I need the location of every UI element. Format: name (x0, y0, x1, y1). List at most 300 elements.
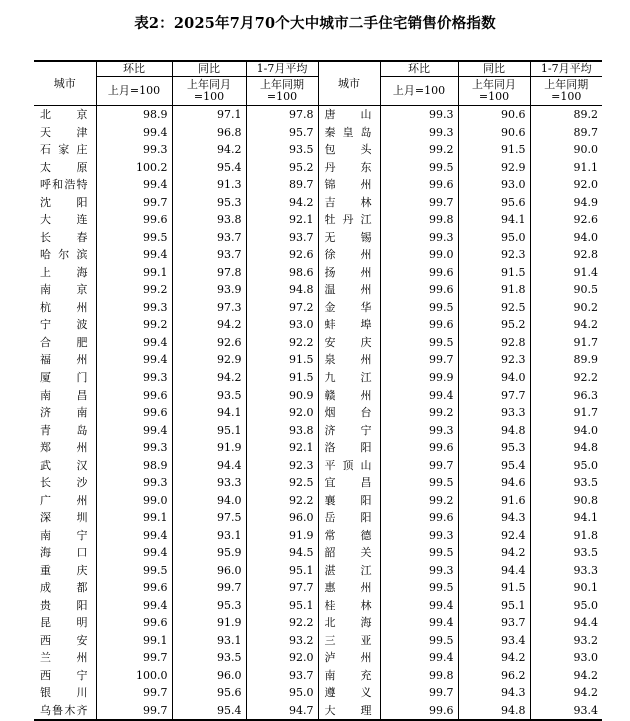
city-name-right: 洛阳 (318, 439, 380, 457)
avg-value-right: 94.8 (530, 439, 602, 457)
city-name-left: 西安 (40, 633, 88, 647)
avg-value-left: 92.2 (246, 614, 318, 632)
avg-value-left: 97.8 (246, 106, 318, 124)
yoy-value-right: 96.2 (458, 667, 530, 685)
yoy-value-left: 95.9 (172, 544, 246, 562)
yoy-value-left: 92.6 (172, 334, 246, 352)
avg-value-left: 91.9 (246, 526, 318, 544)
avg-value-left: 94.8 (246, 281, 318, 299)
mom-value-left: 99.1 (96, 631, 172, 649)
city-name-left: 深圳 (40, 511, 88, 525)
city-name-right: 岳阳 (318, 509, 380, 527)
mom-value-left: 99.1 (96, 264, 172, 282)
table-row (34, 176, 602, 194)
table-row (34, 124, 602, 142)
city-name-right: 无锡 (318, 229, 380, 247)
mom-value-left: 99.6 (96, 386, 172, 404)
yoy-value-right: 91.6 (458, 491, 530, 509)
city-name-left: 贵阳 (40, 598, 88, 612)
city-name-right: 泉州 (318, 351, 380, 369)
city-name-right: 襄阳 (318, 491, 380, 509)
city-name-right: 扬州 (318, 264, 380, 282)
mom-value-right: 99.4 (380, 614, 458, 632)
avg-value-left: 94.2 (246, 194, 318, 212)
mom-value-left: 99.4 (96, 124, 172, 142)
yoy-value-right: 93.3 (458, 404, 530, 422)
avg-value-right: 92.6 (530, 211, 602, 229)
avg-value-right: 93.0 (530, 649, 602, 667)
table-row (34, 526, 602, 544)
table-row (34, 561, 602, 579)
avg-value-left: 92.1 (246, 211, 318, 229)
mom-value-right: 99.6 (380, 281, 458, 299)
city-name-right: 蚌埠 (318, 316, 380, 334)
city-name-right: 大理 (318, 702, 380, 721)
mom-value-right: 99.3 (380, 561, 458, 579)
yoy-value-right: 94.3 (458, 684, 530, 702)
yoy-value-right: 95.3 (458, 439, 530, 457)
mom-value-left: 99.4 (96, 544, 172, 562)
mom-value-left: 99.0 (96, 491, 172, 509)
avg-header-left: 1-7月平均 (246, 61, 318, 77)
yoy-value-right: 92.4 (458, 526, 530, 544)
avg-value-right: 94.4 (530, 614, 602, 632)
yoy-value-right: 94.0 (458, 369, 530, 387)
mom-value-left: 99.7 (96, 684, 172, 702)
yoy-value-left: 96.0 (172, 561, 246, 579)
city-name-right: 北海 (318, 614, 380, 632)
mom-value-right: 99.5 (380, 159, 458, 177)
avg-value-left: 98.6 (246, 264, 318, 282)
avg-value-right: 92.2 (530, 369, 602, 387)
mom-value-right: 99.5 (380, 579, 458, 597)
yoy-value-left: 95.3 (172, 194, 246, 212)
mom-value-right: 99.7 (380, 194, 458, 212)
yoy-value-left: 93.7 (172, 246, 246, 264)
avg-value-left: 94.7 (246, 702, 318, 721)
avg-value-right: 95.0 (530, 456, 602, 474)
table-row (34, 631, 602, 649)
city-name-right: 安庆 (318, 334, 380, 352)
avg-value-left: 92.2 (246, 334, 318, 352)
mom-value-left: 99.6 (96, 404, 172, 422)
avg-value-right: 94.0 (530, 421, 602, 439)
yoy-value-right: 92.5 (458, 299, 530, 317)
avg-base-right: 上年同期=100 (530, 77, 602, 106)
avg-value-left: 95.1 (246, 561, 318, 579)
avg-value-right: 94.1 (530, 509, 602, 527)
city-name-right: 三亚 (318, 631, 380, 649)
avg-value-left: 93.5 (246, 141, 318, 159)
yoy-value-left: 93.1 (172, 631, 246, 649)
city-name-left: 杭州 (40, 300, 88, 314)
mom-value-left: 99.4 (96, 526, 172, 544)
yoy-value-left: 96.0 (172, 667, 246, 685)
mom-value-right: 99.6 (380, 439, 458, 457)
mom-value-left: 99.4 (96, 176, 172, 194)
yoy-value-right: 94.8 (458, 421, 530, 439)
city-name-right: 吉林 (318, 194, 380, 212)
table-row (34, 386, 602, 404)
avg-value-left: 95.7 (246, 124, 318, 142)
mom-value-right: 99.9 (380, 369, 458, 387)
yoy-value-left: 91.9 (172, 614, 246, 632)
mom-value-right: 99.3 (380, 526, 458, 544)
yoy-value-right: 95.6 (458, 194, 530, 212)
avg-value-left: 93.0 (246, 316, 318, 334)
mom-value-right: 99.3 (380, 229, 458, 247)
mom-value-left: 99.2 (96, 281, 172, 299)
avg-value-left: 92.1 (246, 439, 318, 457)
table-row (34, 614, 602, 632)
mom-value-left: 99.3 (96, 141, 172, 159)
city-name-left: 哈尔滨 (40, 248, 88, 262)
table-row (34, 544, 602, 562)
city-name-left: 福州 (40, 353, 88, 367)
page-title: 表2：2025年7月70个大中城市二手住宅销售价格指数 (134, 15, 496, 32)
avg-value-right: 94.2 (530, 316, 602, 334)
yoy-value-left: 94.0 (172, 491, 246, 509)
mom-base-left: 上月=100 (96, 77, 172, 106)
city-name-right: 遵义 (318, 684, 380, 702)
yoy-value-right: 90.6 (458, 106, 530, 124)
city-name-left: 武汉 (40, 458, 88, 472)
avg-value-right: 93.4 (530, 702, 602, 721)
mom-value-left: 100.0 (96, 667, 172, 685)
avg-value-right: 89.2 (530, 106, 602, 124)
city-name-left: 长沙 (40, 476, 88, 490)
avg-value-left: 95.1 (246, 596, 318, 614)
yoy-value-right: 95.0 (458, 229, 530, 247)
avg-value-right: 96.3 (530, 386, 602, 404)
city-name-left: 大连 (40, 213, 88, 227)
mom-value-right: 99.5 (380, 334, 458, 352)
table-row (34, 351, 602, 369)
avg-value-right: 90.2 (530, 299, 602, 317)
table-row (34, 456, 602, 474)
yoy-value-left: 93.5 (172, 386, 246, 404)
yoy-value-right: 91.5 (458, 264, 530, 282)
avg-value-left: 91.5 (246, 369, 318, 387)
mom-value-left: 98.9 (96, 456, 172, 474)
mom-value-right: 99.5 (380, 299, 458, 317)
yoy-value-left: 93.3 (172, 474, 246, 492)
table-body (34, 106, 602, 721)
mom-value-left: 99.3 (96, 369, 172, 387)
yoy-value-right: 95.2 (458, 316, 530, 334)
avg-value-left: 97.2 (246, 299, 318, 317)
city-name-left: 兰州 (40, 651, 88, 665)
yoy-value-left: 91.3 (172, 176, 246, 194)
mom-value-left: 99.3 (96, 439, 172, 457)
table-row (34, 596, 602, 614)
yoy-value-right: 91.8 (458, 281, 530, 299)
city-name-right: 九江 (318, 369, 380, 387)
avg-value-left: 90.9 (246, 386, 318, 404)
mom-value-left: 100.2 (96, 159, 172, 177)
table-row (34, 229, 602, 247)
avg-value-left: 93.8 (246, 421, 318, 439)
yoy-value-left: 94.2 (172, 316, 246, 334)
city-name-right: 桂林 (318, 596, 380, 614)
table-row (34, 404, 602, 422)
city-name-left: 呼和浩特 (40, 178, 88, 192)
table-row (34, 491, 602, 509)
city-name-left: 上海 (40, 265, 88, 279)
mom-value-right: 99.3 (380, 421, 458, 439)
city-name-left: 长春 (40, 230, 88, 244)
yoy-value-left: 95.6 (172, 684, 246, 702)
avg-value-right: 93.5 (530, 474, 602, 492)
city-name-right: 赣州 (318, 386, 380, 404)
table-row (34, 246, 602, 264)
yoy-value-right: 94.8 (458, 702, 530, 721)
city-name-right: 锦州 (318, 176, 380, 194)
yoy-value-right: 93.7 (458, 614, 530, 632)
city-name-left: 太原 (40, 160, 88, 174)
table-row (34, 159, 602, 177)
mom-value-right: 99.6 (380, 316, 458, 334)
city-name-right: 徐州 (318, 246, 380, 264)
yoy-value-left: 95.3 (172, 596, 246, 614)
mom-value-right: 99.8 (380, 667, 458, 685)
avg-value-left: 92.0 (246, 404, 318, 422)
mom-value-left: 99.6 (96, 614, 172, 632)
avg-value-right: 94.2 (530, 667, 602, 685)
mom-value-right: 99.5 (380, 474, 458, 492)
avg-value-right: 95.0 (530, 596, 602, 614)
avg-value-right: 91.7 (530, 404, 602, 422)
yoy-value-left: 97.3 (172, 299, 246, 317)
mom-value-left: 99.4 (96, 246, 172, 264)
yoy-value-left: 97.8 (172, 264, 246, 282)
city-name-left: 海口 (40, 546, 88, 560)
avg-value-left: 93.2 (246, 631, 318, 649)
yoy-value-right: 94.2 (458, 649, 530, 667)
city-name-left: 青岛 (40, 423, 88, 437)
mom-value-left: 99.6 (96, 579, 172, 597)
mom-base-right: 上月=100 (380, 77, 458, 106)
yoy-value-right: 92.3 (458, 246, 530, 264)
table-row (34, 211, 602, 229)
city-name-left: 西宁 (40, 668, 88, 682)
city-name-right: 平顶山 (318, 456, 380, 474)
avg-value-left: 92.0 (246, 649, 318, 667)
yoy-value-left: 95.4 (172, 159, 246, 177)
city-name-left: 天津 (40, 125, 88, 139)
avg-value-right: 94.2 (530, 684, 602, 702)
yoy-value-left: 96.8 (172, 124, 246, 142)
avg-value-right: 92.8 (530, 246, 602, 264)
mom-value-left: 99.3 (96, 474, 172, 492)
yoy-value-left: 93.8 (172, 211, 246, 229)
avg-value-right: 89.9 (530, 351, 602, 369)
yoy-value-right: 94.2 (458, 544, 530, 562)
yoy-value-left: 94.2 (172, 141, 246, 159)
mom-value-left: 99.4 (96, 421, 172, 439)
avg-value-left: 92.6 (246, 246, 318, 264)
mom-value-right: 99.6 (380, 264, 458, 282)
city-name-left: 石家庄 (40, 143, 88, 157)
table-row (34, 281, 602, 299)
yoy-value-left: 97.1 (172, 106, 246, 124)
table-row (34, 369, 602, 387)
yoy-value-left: 99.7 (172, 579, 246, 597)
city-name-right: 泸州 (318, 649, 380, 667)
table-row (34, 439, 602, 457)
city-name-right: 唐山 (318, 106, 380, 124)
yoy-value-left: 93.5 (172, 649, 246, 667)
table-row (34, 106, 602, 124)
table-row (34, 194, 602, 212)
city-name-right: 宜昌 (318, 474, 380, 492)
avg-value-left: 95.0 (246, 684, 318, 702)
avg-value-left: 95.2 (246, 159, 318, 177)
city-name-right: 烟台 (318, 404, 380, 422)
yoy-value-left: 94.2 (172, 369, 246, 387)
yoy-value-right: 94.3 (458, 509, 530, 527)
city-name-right: 韶关 (318, 544, 380, 562)
avg-value-right: 93.3 (530, 561, 602, 579)
yoy-value-left: 93.9 (172, 281, 246, 299)
table-row (34, 667, 602, 685)
avg-value-right: 90.5 (530, 281, 602, 299)
yoy-value-right: 91.5 (458, 579, 530, 597)
avg-value-right: 89.7 (530, 124, 602, 142)
yoy-value-right: 91.5 (458, 141, 530, 159)
mom-value-left: 99.2 (96, 316, 172, 334)
mom-value-right: 99.5 (380, 631, 458, 649)
table-row (34, 299, 602, 317)
mom-value-right: 99.0 (380, 246, 458, 264)
mom-value-right: 99.8 (380, 211, 458, 229)
city-name-right: 湛江 (318, 561, 380, 579)
city-name-left: 厦门 (40, 370, 88, 384)
city-name-left: 广州 (40, 493, 88, 507)
city-name-left: 南宁 (40, 528, 88, 542)
city-name-left: 宁波 (40, 318, 88, 332)
avg-value-left: 94.5 (246, 544, 318, 562)
yoy-value-right: 97.7 (458, 386, 530, 404)
city-header-right: 城市 (318, 61, 380, 106)
mom-value-left: 99.7 (96, 702, 172, 721)
mom-value-right: 99.6 (380, 702, 458, 721)
yoy-value-right: 94.6 (458, 474, 530, 492)
table-row (34, 649, 602, 667)
city-name-left: 南京 (40, 283, 88, 297)
mom-value-left: 99.5 (96, 561, 172, 579)
city-name-right: 牡丹江 (318, 211, 380, 229)
table-row (34, 334, 602, 352)
avg-value-left: 97.7 (246, 579, 318, 597)
mom-value-right: 99.4 (380, 596, 458, 614)
mom-value-left: 99.7 (96, 194, 172, 212)
table-row (34, 316, 602, 334)
avg-header-right: 1-7月平均 (530, 61, 602, 77)
city-name-right: 秦皇岛 (318, 124, 380, 142)
yoy-value-left: 93.7 (172, 229, 246, 247)
city-name-left: 济南 (40, 406, 88, 420)
avg-value-left: 89.7 (246, 176, 318, 194)
mom-value-left: 99.4 (96, 351, 172, 369)
mom-value-right: 99.6 (380, 509, 458, 527)
avg-value-left: 92.3 (246, 456, 318, 474)
avg-value-left: 92.2 (246, 491, 318, 509)
avg-value-right: 90.8 (530, 491, 602, 509)
mom-value-left: 99.1 (96, 509, 172, 527)
yoy-value-right: 90.6 (458, 124, 530, 142)
mom-value-right: 99.6 (380, 176, 458, 194)
city-name-right: 惠州 (318, 579, 380, 597)
city-name-left: 昆明 (40, 616, 88, 630)
city-name-left: 重庆 (40, 563, 88, 577)
table-row (34, 684, 602, 702)
mom-header-right: 环比 (380, 61, 458, 77)
avg-value-right: 90.1 (530, 579, 602, 597)
mom-value-right: 99.7 (380, 351, 458, 369)
yoy-value-left: 94.1 (172, 404, 246, 422)
city-name-left: 北京 (40, 108, 88, 122)
avg-value-right: 92.0 (530, 176, 602, 194)
avg-value-right: 91.1 (530, 159, 602, 177)
yoy-value-left: 94.4 (172, 456, 246, 474)
mom-value-left: 98.9 (96, 106, 172, 124)
mom-value-right: 99.4 (380, 649, 458, 667)
table-row (34, 264, 602, 282)
avg-value-right: 90.0 (530, 141, 602, 159)
yoy-value-right: 92.8 (458, 334, 530, 352)
yoy-value-right: 93.0 (458, 176, 530, 194)
mom-value-right: 99.2 (380, 404, 458, 422)
city-name-left: 合肥 (40, 335, 88, 349)
city-name-right: 丹东 (318, 159, 380, 177)
city-name-left: 南昌 (40, 388, 88, 402)
table-header (34, 61, 602, 106)
table-row (34, 474, 602, 492)
mom-value-left: 99.5 (96, 229, 172, 247)
table-row (34, 421, 602, 439)
yoy-value-right: 94.4 (458, 561, 530, 579)
yoy-value-right: 93.4 (458, 631, 530, 649)
mom-value-left: 99.3 (96, 299, 172, 317)
avg-value-right: 94.0 (530, 229, 602, 247)
avg-value-right: 91.4 (530, 264, 602, 282)
yoy-value-left: 97.5 (172, 509, 246, 527)
avg-value-right: 94.9 (530, 194, 602, 212)
mom-value-right: 99.3 (380, 124, 458, 142)
table-row (34, 702, 602, 721)
city-name-left: 成都 (40, 581, 88, 595)
mom-value-right: 99.7 (380, 684, 458, 702)
city-name-right: 金华 (318, 299, 380, 317)
mom-value-right: 99.5 (380, 544, 458, 562)
mom-value-left: 99.4 (96, 596, 172, 614)
yoy-header-left: 同比 (172, 61, 246, 77)
city-name-left: 沈阳 (40, 195, 88, 209)
mom-value-right: 99.2 (380, 141, 458, 159)
city-name-left: 乌鲁木齐 (34, 702, 96, 721)
avg-base-left: 上年同期=100 (246, 77, 318, 106)
avg-value-right: 93.2 (530, 631, 602, 649)
mom-header-left: 环比 (96, 61, 172, 77)
yoy-header-right: 同比 (458, 61, 530, 77)
avg-value-right: 91.7 (530, 334, 602, 352)
mom-value-right: 99.7 (380, 456, 458, 474)
yoy-value-left: 93.1 (172, 526, 246, 544)
avg-value-right: 93.5 (530, 544, 602, 562)
yoy-value-right: 92.9 (458, 159, 530, 177)
price-index-table (34, 60, 602, 721)
